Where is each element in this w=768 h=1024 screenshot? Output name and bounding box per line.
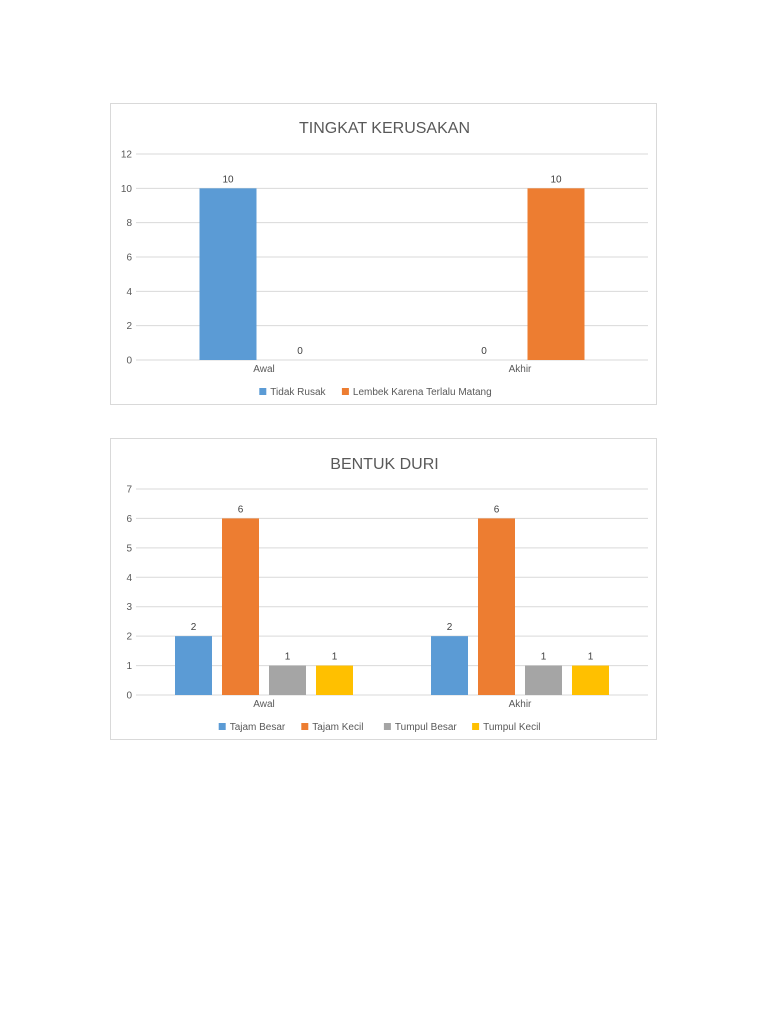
chart1-y-tick-label: 6 — [126, 252, 132, 264]
chart2-y-tick-label: 7 — [126, 484, 132, 496]
chart2-bar — [269, 666, 306, 695]
chart2-legend-label: Tumpul Besar — [394, 722, 457, 733]
chart1-y-tick-label: 8 — [126, 218, 132, 230]
chart2-bar — [222, 518, 259, 695]
chart1-bar — [200, 188, 257, 360]
chart2-legend-label: Tajam Besar — [229, 722, 286, 733]
chart-tingkat-kerusakan — [110, 103, 657, 405]
chart2-bar — [431, 636, 468, 695]
chart2-x-tick-label: Awal — [253, 699, 275, 710]
chart1-legend-label: Lembek Karena Terlalu Matang — [352, 387, 492, 398]
chart2-bar — [525, 666, 562, 695]
chart2-y-tick-label: 1 — [126, 661, 132, 673]
chart2-x-tick-label: Akhir — [508, 699, 532, 710]
chart2-data-label: 2 — [446, 622, 453, 634]
chart-bentuk-duri — [110, 438, 657, 740]
chart2-y-tick-label: 0 — [126, 690, 132, 702]
chart2-bar — [572, 666, 609, 695]
chart2-legend-swatch — [472, 723, 479, 730]
chart2-data-label: 1 — [284, 651, 291, 663]
chart2-title: BENTUK DURI — [330, 456, 439, 473]
chart2-data-label: 2 — [190, 622, 197, 634]
chart2-data-label: 1 — [540, 651, 547, 663]
chart2-data-label: 1 — [587, 651, 594, 663]
chart-tingkat-kerusakan-plot — [111, 104, 658, 406]
chart1-legend-swatch — [259, 388, 266, 395]
chart1-x-tick-label: Akhir — [508, 364, 532, 375]
chart2-y-tick-label: 6 — [126, 513, 132, 525]
chart2-legend-label: Tajam Kecil — [312, 722, 364, 733]
chart1-legend-label: Tidak Rusak — [270, 387, 326, 398]
chart1-data-label: 0 — [297, 346, 303, 357]
chart2-bar — [175, 636, 212, 695]
chart1-title: TINGKAT KERUSAKAN — [299, 120, 470, 137]
chart2-bar — [478, 518, 515, 695]
chart1-y-tick-label: 2 — [126, 321, 132, 333]
chart1-y-tick-label: 12 — [120, 149, 132, 161]
chart2-y-tick-label: 5 — [126, 543, 132, 555]
chart2-y-tick-label: 4 — [126, 572, 132, 584]
chart2-data-label: 6 — [237, 504, 244, 516]
chart1-data-label: 10 — [222, 174, 234, 186]
chart1-data-label: 0 — [481, 346, 487, 357]
chart2-y-tick-label: 3 — [126, 602, 132, 614]
chart2-legend-swatch — [219, 723, 226, 730]
chart1-data-label: 10 — [550, 174, 562, 186]
chart2-bar — [316, 666, 353, 695]
chart2-legend-swatch — [301, 723, 308, 730]
chart2-y-tick-label: 2 — [126, 631, 132, 643]
chart2-legend-label: Tumpul Kecil — [483, 722, 541, 733]
chart2-data-label: 6 — [493, 504, 500, 516]
chart1-y-tick-label: 10 — [120, 183, 132, 195]
chart-bentuk-duri-plot — [111, 439, 658, 741]
chart2-data-label: 1 — [331, 651, 338, 663]
chart1-y-tick-label: 4 — [126, 286, 132, 298]
chart1-legend-swatch — [342, 388, 349, 395]
chart1-x-tick-label: Awal — [253, 364, 275, 375]
chart1-y-tick-label: 0 — [126, 355, 132, 367]
chart1-bar — [528, 188, 585, 360]
chart2-legend-swatch — [384, 723, 391, 730]
